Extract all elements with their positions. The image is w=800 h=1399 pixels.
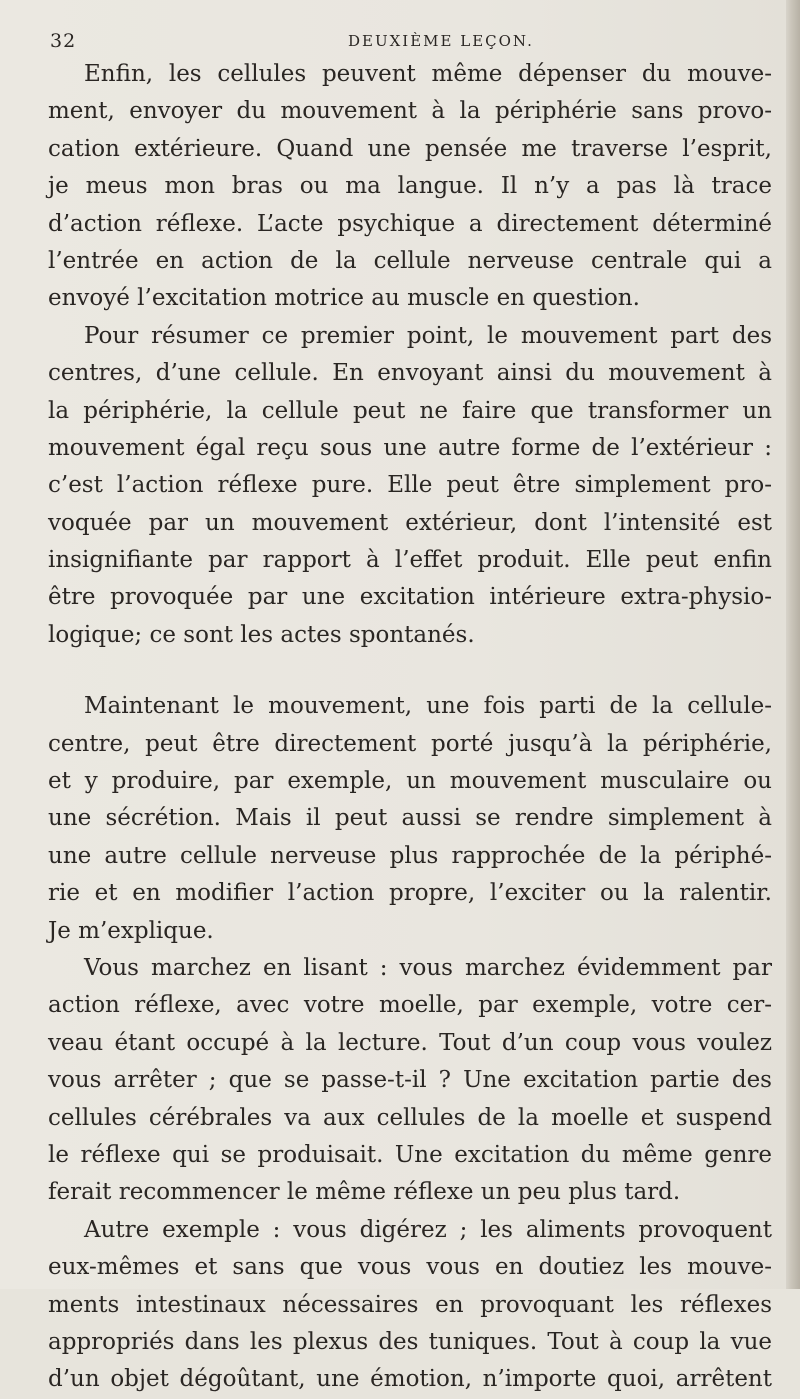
page-number: 32 [50,30,77,52]
text-line: insignifiante par rapport à l’effet produit. Elle peut enfin [48,547,772,574]
text-line: une sécrétion. Mais il peut aussi se rendre simplement à [48,805,772,832]
text-line: d’un objet dégoûtant, une émotion, n’importe quoi, arrêtent [48,1366,772,1393]
body-text [48,56,772,1399]
text-line: action réflexe, avec votre moelle, par exemple, votre cer- [48,992,772,1019]
paragraph [48,950,772,1212]
paragraph [48,1212,772,1399]
text-line: la périphérie, la cellule peut ne faire que transformer un [48,397,772,424]
running-head: DEUXIÈME LEÇON. [348,32,534,50]
text-line: une autre cellule nerveuse plus rapprochée de la périphé- [48,842,772,869]
text-line: Maintenant le mouvement, une fois parti de la cellule- [84,693,772,720]
text-line: Vous marchez en lisant : vous marchez évidemment par [84,954,772,981]
text-line: rie et en modifier l’action propre, l’exciter ou la ralentir. [48,880,772,907]
text-line: vous arrêter ; que se passe-t-il ? Une excitation partie des [48,1067,772,1094]
text-line: cation extérieure. Quand une pensée me traverse l’esprit, [48,135,772,162]
text-line: ment, envoyer du mouvement à la périphérie sans provo- [48,98,772,125]
text-line: c’est l’action réflexe pure. Elle peut être simplement pro- [48,472,772,499]
paragraph-gap [48,654,772,688]
text-line: eux-mêmes et sans que vous vous en doutiez les mouve- [48,1254,772,1281]
text-line: veau étant occupé à la lecture. Tout d’un coup vous voulez [48,1029,772,1056]
text-line: d’action réflexe. L’acte psychique a directement déterminé [48,210,772,237]
text-line: ments intestinaux nécessaires en provoquant les réflexes [48,1291,772,1318]
text-line: le réflexe qui se produisait. Une excitation du même genre [48,1141,772,1168]
page-header [50,30,770,54]
text-line: centres, d’une cellule. En envoyant ainsi du mouvement à [48,360,772,387]
text-line: l’entrée en action de la cellule nerveuse centrale qui a [48,247,772,274]
text-line: logique; ce sont les actes spontanés. [48,621,475,648]
text-line: Pour résumer ce premier point, le mouvement part des [84,322,772,349]
text-line: centre, peut être directement porté jusqu’à la périphérie, [48,730,772,757]
text-line: je meus mon bras ou ma langue. Il n’y a pas là trace [48,173,772,200]
text-line: être provoquée par une excitation intérieure extra-physio- [48,584,772,611]
text-line: ferait recommencer le même réflexe un peu plus tard. [48,1179,681,1206]
text-line: Enfin, les cellules peuvent même dépenser du mouve- [84,61,772,87]
paragraph [48,56,772,318]
paragraph [48,318,772,655]
text-line: voquée par un mouvement extérieur, dont l’intensité est [48,509,772,536]
text-line: mouvement égal reçu sous une autre forme de l’extérieur : [48,434,772,461]
text-line: et y produire, par exemple, un mouvement musculaire ou [48,768,772,795]
text-line: Je m’explique. [48,917,214,944]
text-line: Autre exemple : vous digérez ; les aliments provoquent [84,1216,772,1243]
paragraph [48,688,772,950]
text-line: envoyé l’excitation motrice au muscle en question. [48,285,640,312]
page-edge-shadow [786,0,800,1289]
text-line: appropriés dans les plexus des tuniques. Tout à coup la vue [48,1328,772,1355]
text-line: cellules cérébrales va aux cellules de la moelle et suspend [48,1104,772,1131]
